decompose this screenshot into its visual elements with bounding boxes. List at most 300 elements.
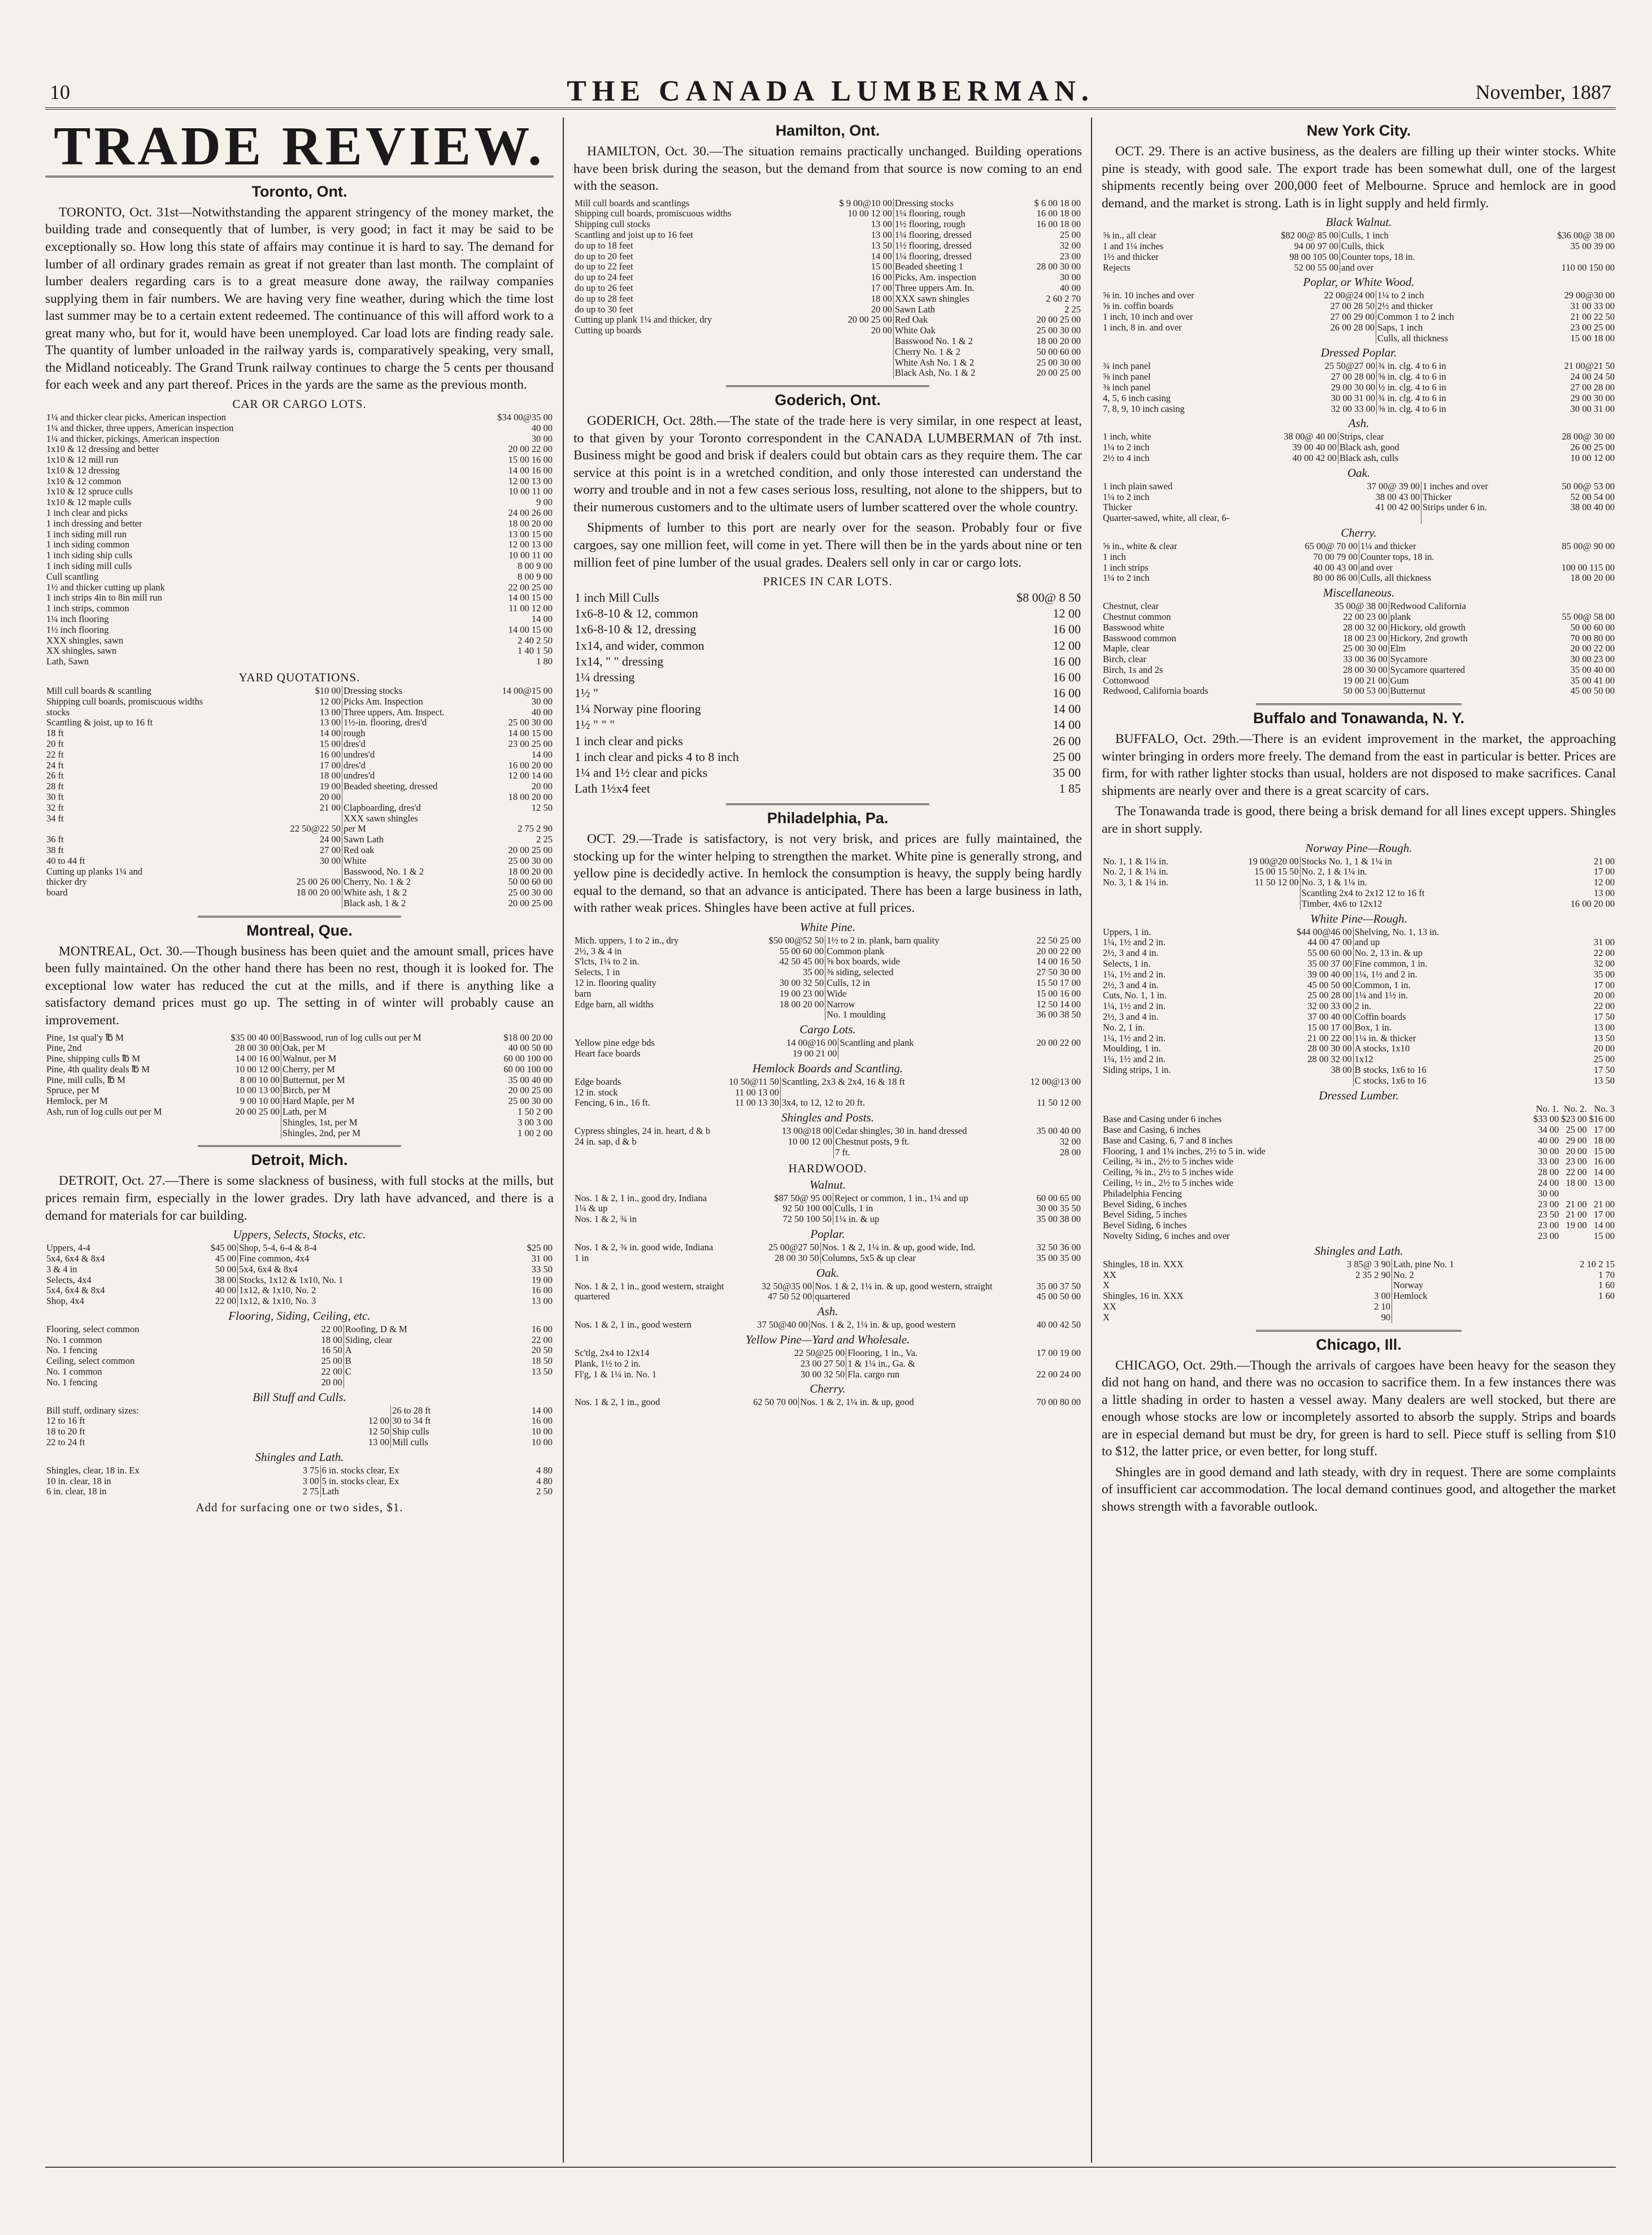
price-cell: 21 00 22 50 xyxy=(1570,311,1615,322)
item-cell: Edge barn, all widths xyxy=(575,998,654,1010)
table-row xyxy=(45,1285,554,1296)
item-cell: XX xyxy=(1103,1301,1116,1312)
price-cell: 15 00 xyxy=(1593,1145,1615,1156)
item-cell: No. 2, 1 & 1¼ in. xyxy=(1103,866,1168,877)
goderich-body-1: GODERICH, Oct. 28th.—The state of the trade here is very similar, in one respect at least, to that given by your Toronto correspondent in the CANADA LUMBERMAN of 7th inst. Business might be good and brisk if dealers could but obtain cars as they require them. The car service at this point is in a wretched condition, and only those interested can understand the worry and trouble and in not a few cases serious loss, resulting, not alone to the shippers, but to their numerous customers and to the ultimate users of lumber scattered over the whole country. xyxy=(573,414,1082,515)
item-cell: 24 ft xyxy=(46,759,64,771)
price-cell: 16 00 xyxy=(531,1415,553,1427)
price-cell: 11 00 13 30 xyxy=(735,1097,779,1108)
price-cell: 50 00 60 00 xyxy=(1570,621,1615,633)
price-cell: 3 85@ 3 90 xyxy=(1346,1258,1390,1269)
item-cell: Nos. 1 & 2, 1 in., good western xyxy=(575,1319,692,1330)
page-header xyxy=(45,68,1616,110)
item-cell: Stocks, 1x12 & 1x10, No. 1 xyxy=(238,1275,526,1286)
table-row xyxy=(1102,948,1616,959)
item-cell: 1¼, 1½ and 2 in. xyxy=(1103,1032,1166,1043)
item-cell: Cull scantling xyxy=(46,571,99,582)
price-cell: 32 00 xyxy=(1593,958,1615,969)
table-row xyxy=(45,561,554,572)
table-row xyxy=(1102,686,1616,697)
item-cell: Lath 1½x4 feet xyxy=(575,781,650,795)
price-cell: 12 00 xyxy=(319,695,341,707)
table-row xyxy=(45,888,554,898)
buffalo-sub-shingles: Shingles and Lath. xyxy=(1314,1243,1403,1258)
price-cell xyxy=(367,1406,391,1416)
table-row xyxy=(45,1085,554,1096)
item-cell: Bill stuff, ordinary sizes: xyxy=(46,1405,139,1416)
table-row xyxy=(45,1107,554,1118)
item-cell: stocks xyxy=(46,706,70,718)
montreal-table xyxy=(45,1033,554,1139)
price-cell: 22 00 xyxy=(1593,1001,1615,1012)
price-cell: 23 00 25 00 xyxy=(508,738,553,750)
item-cell: Lath, per M xyxy=(281,1107,503,1118)
phila-cherry-table xyxy=(573,1397,1082,1408)
price-cell: 12 00 xyxy=(1053,638,1081,653)
price-cell: 29 00@30 00 xyxy=(1564,290,1615,301)
toronto-yard-caption: YARD QUOTATIONS. xyxy=(238,671,360,685)
price-cell: 20 00 22 00 xyxy=(1570,643,1615,654)
price-cell: 37 50@40 00 xyxy=(757,1319,808,1330)
price-cell: 3 75 xyxy=(302,1464,319,1476)
price-cell: 14 00 16 00 xyxy=(235,1053,280,1064)
price-cell: 60 00 100 00 xyxy=(503,1063,553,1075)
item-cell: ⅜ siding, selected xyxy=(825,967,1036,978)
price-cell: $34 00@35 00 xyxy=(497,411,553,423)
table-row xyxy=(1102,888,1616,899)
item-cell: 12 in. flooring quality xyxy=(575,977,657,989)
price-cell xyxy=(1560,513,1616,524)
item-cell: Strips, clear xyxy=(1338,432,1560,442)
price-cell: 14 00@15 00 xyxy=(502,685,553,697)
price-cell xyxy=(1579,1312,1616,1323)
table-row xyxy=(573,1038,1082,1049)
table-row xyxy=(1102,623,1616,633)
item-cell: Shingles, 16 in. XXX xyxy=(1103,1290,1184,1302)
price-cell: 23 00 xyxy=(1566,1156,1587,1167)
item-cell: 1¼ and 1½ clear and picks xyxy=(575,765,708,780)
item-cell: Three uppers Am. In. xyxy=(893,283,1033,294)
item-cell: 1x12 xyxy=(1353,1054,1593,1065)
item-cell: Red Oak xyxy=(893,315,1033,325)
table-row xyxy=(1102,665,1616,676)
buffalo-sub-norway: Norway Pine—Rough. xyxy=(1305,841,1412,855)
table-row xyxy=(1102,1167,1616,1178)
item-cell: Selects, 1 in xyxy=(575,967,620,978)
table-row xyxy=(573,1214,1082,1225)
phila-cargo-table xyxy=(573,1038,1082,1059)
price-cell xyxy=(838,336,893,347)
item-cell: 1x14, and wider, common xyxy=(575,638,705,653)
price-cell xyxy=(1579,1302,1616,1312)
table-row xyxy=(45,1118,554,1128)
price-cell: 38 00@ 40 00 xyxy=(1284,431,1337,442)
price-cell: 30 00 31 00 xyxy=(1331,392,1376,403)
price-cell: 17 00 xyxy=(1593,1209,1615,1220)
item-cell: 2½, 3 and 4 in. xyxy=(1103,1011,1159,1022)
price-cell xyxy=(1036,1049,1082,1059)
price-cell: 15 50 17 00 xyxy=(1036,977,1081,989)
philadelphia-body: OCT. 29.—Trade is satisfactory, is not very brisk, and prices are fully maintained, the stocking up for the winter helping to strengthen the market. White pine is generally strong, and yellow pine is decidedly active. In hemlock the consumption is heavy, the supply being hardly equal to the demand, so that an advance is anticipated. There has been a large business in lath, with rather weak prices. Shingles have been active at full prices. xyxy=(573,832,1082,916)
table-row xyxy=(573,368,1082,379)
price-cell: 27 00 29 00 xyxy=(1330,311,1375,322)
item-cell: Shingles, 18 in. XXX xyxy=(1103,1258,1184,1269)
section-title: TRADE REVIEW. xyxy=(45,118,554,177)
table-row xyxy=(573,638,1082,654)
price-cell: 18 00 20 00 xyxy=(779,998,824,1010)
price-cell: 25 00 xyxy=(1053,749,1081,764)
price-cell: 35 00 40 00 xyxy=(1570,664,1615,675)
item-cell: No. 1 common xyxy=(46,1334,102,1345)
price-cell: 45 00 xyxy=(215,1253,237,1264)
price-cell: 21 00@21 50 xyxy=(1564,360,1615,372)
price-cell: 2 35 2 90 xyxy=(1355,1269,1390,1280)
table-row xyxy=(573,1320,1082,1330)
price-cell: 22 00 xyxy=(531,1334,553,1345)
price-cell: 30 00 32 50 xyxy=(800,1368,845,1380)
table-row xyxy=(45,686,554,697)
chicago-heading: Chicago, Ill. xyxy=(1316,1336,1402,1353)
price-cell: 45 00 50 00 xyxy=(1036,1291,1081,1302)
item-cell: Shipping cull stocks xyxy=(575,219,650,230)
item-cell: Ash, run of log culls out per M xyxy=(46,1106,162,1118)
table-row xyxy=(1102,492,1616,503)
item-cell: Pine, shipping culls ℔ M xyxy=(46,1053,141,1064)
item-cell: Three uppers, Am. Inspect. xyxy=(342,707,501,718)
detroit-bill-table xyxy=(45,1406,554,1448)
item-cell: 1¼ to 2 inch xyxy=(1103,442,1150,453)
table-row xyxy=(45,1264,554,1275)
item-cell: 1 & 1¼ in., Ga. & xyxy=(846,1359,1036,1369)
item-cell: Ceiling, ¾ in., 2½ to 5 inches wide xyxy=(1103,1156,1233,1167)
price-cell: 16 00 xyxy=(1053,622,1081,637)
price-cell: 16 00 xyxy=(531,1323,553,1334)
table-row xyxy=(1102,1001,1616,1012)
item-cell: 1 inch clear and picks xyxy=(575,733,683,748)
table-row xyxy=(1102,927,1616,938)
item-cell: Base and Casing under 6 inches xyxy=(1103,1114,1222,1125)
price-cell: 13 50 xyxy=(531,1366,553,1377)
price-cell xyxy=(1247,899,1300,910)
table-row xyxy=(573,315,1082,325)
item-cell: Shingles, 2nd, per M xyxy=(281,1128,503,1139)
table-row xyxy=(1102,1270,1616,1281)
detroit-flooring-table xyxy=(45,1324,554,1388)
price-cell xyxy=(838,347,893,358)
price-cell: 14 00 xyxy=(531,749,553,760)
table-row xyxy=(45,1296,554,1307)
price-cell: $10 00 xyxy=(315,685,341,697)
price-cell: 35 00 xyxy=(1593,968,1615,980)
table-row xyxy=(573,305,1082,315)
masthead: THE CANADA LUMBERMAN. xyxy=(567,75,1094,107)
item-cell: Oak, per M xyxy=(281,1043,503,1054)
item-cell: Fine common, 1 in. xyxy=(1353,959,1593,969)
price-cell: 25 00@27 50 xyxy=(768,1242,819,1253)
price-cell: $ 6 00 18 00 xyxy=(1034,197,1081,208)
price-cell: 8 00 9 00 xyxy=(518,571,553,582)
item-cell: 1¼ in. & up xyxy=(833,1214,1035,1225)
detroit-heading: Detroit, Mich. xyxy=(251,1151,348,1169)
price-cell: 10 00 13 00 xyxy=(235,1085,280,1096)
table-row xyxy=(1102,643,1616,654)
table-row xyxy=(45,519,554,529)
price-cell: 32 00 33 00 xyxy=(1307,1001,1352,1012)
price-cell: 8 00 9 00 xyxy=(518,560,553,572)
table-row xyxy=(1102,382,1616,393)
table-row xyxy=(45,540,554,550)
price-cell xyxy=(1366,513,1421,524)
table-row xyxy=(45,550,554,561)
price-cell: 94 00 97 00 xyxy=(1294,240,1338,251)
item-cell: S'lcts, 1¼ to 2 in. xyxy=(575,956,640,967)
table-row xyxy=(1102,1156,1616,1167)
table-row xyxy=(1102,563,1616,573)
price-cell: 25 00 30 00 xyxy=(1343,643,1388,654)
hamilton-body: HAMILTON, Oct. 30.—The situation remains practically unchanged. Building operations have been brisk during the season, but the demand from that source is now coming to an end with the season. xyxy=(573,144,1082,194)
price-cell: 45 00 50 00 xyxy=(1307,979,1352,990)
table-row xyxy=(573,325,1082,336)
table-row xyxy=(573,219,1082,230)
item-cell: 1¼, 1½ and 2 in. xyxy=(1103,968,1166,980)
divider xyxy=(726,803,929,805)
phila-white-pine-table xyxy=(573,936,1082,1020)
item-cell: ¾ in. clg. 4 to 6 in xyxy=(1377,393,1563,404)
price-cell: 13 00 xyxy=(531,1295,553,1307)
item-cell xyxy=(1102,333,1323,344)
item-cell: 1¼ and thicker, three uppers, American inspection xyxy=(46,422,234,433)
price-cell: 35 00 35 00 xyxy=(1036,1252,1081,1263)
item-cell: No. 1 fencing xyxy=(46,1376,98,1388)
price-cell: 40 00 42 50 xyxy=(1036,1319,1081,1330)
price-cell: 40 00 xyxy=(215,1285,237,1296)
item-cell: Shop, 4x4 xyxy=(46,1295,84,1307)
price-cell xyxy=(1247,888,1300,899)
item-cell: 1½-in. flooring, dres'd xyxy=(342,718,501,728)
detroit-shingles-table xyxy=(45,1466,554,1497)
price-cell: 50 00 xyxy=(215,1263,237,1275)
page-number: 10 xyxy=(50,81,70,103)
price-cell: 11 50 12 00 xyxy=(1254,877,1299,888)
item-cell: Uppers, 4-4 xyxy=(46,1242,90,1254)
column-rule xyxy=(563,118,564,2163)
divider xyxy=(198,1145,401,1147)
price-cell: 45 00 50 00 xyxy=(1570,685,1615,697)
item-cell: Flooring, 1 and 1¼ inches, 2½ to 5 in. wide xyxy=(1103,1145,1266,1156)
item-cell: Ceiling, ⅝ in., 2½ to 5 inches wide xyxy=(1103,1167,1233,1178)
price-cell: 10 00 12 00 xyxy=(788,1136,833,1147)
price-cell: 30 00 35 50 xyxy=(1036,1203,1081,1214)
price-cell: 13 50 xyxy=(1593,1075,1615,1086)
item-cell: A stocks, 1x10 xyxy=(1353,1043,1593,1054)
price-cell: 27 00 28 00 xyxy=(1570,381,1615,393)
item-cell: do up to 20 feet xyxy=(575,250,633,262)
item-cell: Uppers, 1 in. xyxy=(1103,926,1151,937)
price-cell: 25 50@27 00 xyxy=(1324,360,1376,372)
price-cell xyxy=(289,898,342,909)
price-cell: 29 00 30 00 xyxy=(1570,392,1615,403)
item-cell: 1¼ to 2 inch xyxy=(1103,491,1150,502)
price-cell: 28 00 xyxy=(1059,1146,1081,1158)
item-cell: 1 inch xyxy=(1103,551,1126,562)
phila-sub-shingles: Shingles and Posts. xyxy=(781,1111,874,1125)
price-cell: 2 60 2 70 xyxy=(1046,293,1081,304)
price-cell: 22 50@25 00 xyxy=(794,1347,845,1358)
price-cell: $35 00 40 00 xyxy=(231,1032,280,1043)
price-cell: $82 00@ 85 00 xyxy=(1281,230,1338,241)
item-cell: 1 and 1¼ inches xyxy=(1103,240,1164,251)
table-row xyxy=(573,685,1082,701)
item-cell: Sc'tlg, 2x4 to 12x14 xyxy=(575,1347,650,1358)
item-cell: Picks, Am. inspection xyxy=(893,272,1033,283)
item-cell: Mill cull boards and scantlings xyxy=(575,197,690,208)
item-cell: plank xyxy=(1389,612,1560,623)
price-cell: 70 00 79 00 xyxy=(1313,551,1358,562)
price-cell: 13 00 xyxy=(319,706,341,718)
price-cell: $33 00 xyxy=(1533,1114,1559,1125)
price-cell: 22 00 23 00 xyxy=(1343,611,1388,622)
price-cell: 21 00 22 00 xyxy=(1307,1032,1352,1043)
price-cell: 40 00 42 00 xyxy=(1292,452,1337,463)
price-cell: 13 00 xyxy=(1593,1177,1615,1189)
price-cell: 30 00 32 50 xyxy=(779,977,824,989)
phila-sub-walnut: Walnut. xyxy=(810,1177,846,1192)
price-cell: 19 00 xyxy=(531,1274,553,1285)
price-cell: 13 00 xyxy=(319,717,341,728)
table-row xyxy=(1102,453,1616,464)
item-cell: No. 2 xyxy=(1392,1270,1579,1281)
price-cell: 35 00 39 00 xyxy=(1570,240,1615,251)
price-cell: 13 00@18 00 xyxy=(781,1125,833,1137)
item-cell: 22 to 24 ft xyxy=(46,1437,85,1448)
table-row xyxy=(45,508,554,519)
price-cell: 21 00 xyxy=(1566,1198,1587,1210)
item-cell: Dressing stocks xyxy=(342,686,501,697)
price-cell: 13 00 xyxy=(1593,1021,1615,1033)
table-row xyxy=(573,198,1082,209)
price-cell: 50 00 60 00 xyxy=(1036,346,1081,357)
price-cell: 39 00 40 00 xyxy=(1292,442,1337,453)
price-cell: 12 50 xyxy=(368,1426,390,1437)
column-1 xyxy=(45,118,554,2163)
price-cell: 35 00 40 00 xyxy=(1036,1125,1081,1137)
item-cell xyxy=(342,792,501,803)
price-cell: 50 00 60 00 xyxy=(508,876,553,888)
phila-hemlock-table xyxy=(573,1077,1082,1108)
table-row xyxy=(1102,393,1616,404)
item-cell: 2½ to 4 inch xyxy=(1103,452,1150,463)
price-cell: 23 00 xyxy=(1538,1220,1559,1231)
price-cell: 65 00@ 70 00 xyxy=(1305,540,1358,551)
price-cell: 25 00 26 00 xyxy=(296,876,341,888)
price-cell: 60 00 100 00 xyxy=(503,1053,553,1064)
item-cell xyxy=(573,336,838,347)
table-row xyxy=(573,1253,1082,1264)
price-cell xyxy=(1029,1088,1082,1098)
item-cell: ⅝ in., all clear xyxy=(1103,230,1157,241)
table-row xyxy=(573,1292,1082,1302)
ny-poplar-table xyxy=(1102,290,1616,343)
item-cell: Ceiling, select common xyxy=(46,1355,135,1367)
ny-ash-table xyxy=(1102,432,1616,463)
column-2 xyxy=(573,118,1082,2163)
item-cell: XXX shingles, sawn xyxy=(46,634,124,646)
item-cell: B xyxy=(344,1356,531,1367)
item-cell: barn xyxy=(575,988,592,999)
item-cell: Chestnut common xyxy=(1103,611,1171,622)
price-cell: 16 00 xyxy=(1593,1156,1615,1167)
price-cell: 20 00 25 00 xyxy=(235,1106,280,1118)
table-row xyxy=(45,1275,554,1286)
item-cell: XXX sawn shingles xyxy=(893,294,1033,305)
item-cell: 1½ and thicker cutting up plank xyxy=(46,581,165,593)
item-cell: No. 3, 1 & 1¼ in. xyxy=(1103,877,1168,888)
item-cell: Birch, 1s and 2s xyxy=(1103,664,1163,675)
item-cell: Scantling 2x4 to 2x12 12 to 16 ft xyxy=(1300,888,1569,899)
price-cell: 12 00 xyxy=(1593,877,1615,888)
table-row xyxy=(1102,404,1616,415)
price-cell: 21 00 xyxy=(1593,855,1615,867)
item-cell: Nos. 1 & 2, 1¼ in. & up, good western, straight xyxy=(814,1281,1036,1292)
item-cell: 5x4, 6x4 & 8x4 xyxy=(46,1253,105,1264)
table-row xyxy=(1102,231,1616,241)
item-cell: ⅝ in. clg. 4 to 6 in xyxy=(1377,404,1563,415)
price-cell: 14 00 xyxy=(531,614,553,625)
item-cell: Quarter-sawed, white, all clear, 6- xyxy=(1103,512,1229,524)
price-cell: 16 00 xyxy=(531,1285,553,1296)
item-cell: 36 ft xyxy=(46,834,64,845)
table-row xyxy=(1102,263,1616,273)
item-cell: 1 inch siding ship culls xyxy=(46,550,133,561)
table-row xyxy=(45,1335,554,1346)
price-cell: 1 60 xyxy=(1598,1280,1615,1291)
item-cell: ½ in. clg. 4 to 6 in xyxy=(1377,382,1563,393)
table-row xyxy=(573,956,1082,967)
table-row xyxy=(573,1010,1082,1020)
price-cell: $87 50@ 95 00 xyxy=(774,1192,832,1203)
item-cell: Mich. uppers, 1 to 2 in., dry xyxy=(575,934,679,946)
table-header-cell: No. 2. xyxy=(1563,1103,1587,1114)
item-cell: 5 in. stocks clear, Ex xyxy=(320,1476,535,1487)
table-row xyxy=(45,1476,554,1487)
table-row xyxy=(45,771,554,781)
table-row xyxy=(1102,241,1616,252)
price-cell: 22 00 xyxy=(215,1295,237,1307)
item-cell: 18 ft xyxy=(46,728,64,739)
table-row xyxy=(45,803,554,814)
item-cell: Cottonwood xyxy=(1103,675,1149,686)
price-cell: 16 00 xyxy=(871,272,892,283)
item-cell: Pine, 1st qual'y ℔ M xyxy=(46,1032,124,1043)
price-cell: 10 00 12 00 xyxy=(235,1063,280,1075)
price-cell xyxy=(289,867,342,877)
table-row xyxy=(1102,856,1616,867)
table-row xyxy=(1102,969,1616,980)
item-cell: do up to 24 feet xyxy=(575,272,633,283)
chicago-body-1: CHICAGO, Oct. 29th.—Though the arrivals of cargoes have been heavy for the season they did not hang on hand, and there was no occasion to sacrifice them. In a few instances there was a little shading in order to hasten a vessel away. Many dealers are well stocked, but there are enough whose stocks are low or incompletely assorted to absorb the supply. Strips and boards are in especial demand but must be dry, for green is hard to sell. Piece stuff is selling from $10 to $12, the latter price, or even better, for long stuff. xyxy=(1102,1358,1616,1459)
table-header-cell: No. 1. xyxy=(1536,1103,1559,1114)
item-cell: 1 inch, white xyxy=(1103,431,1151,442)
table-row xyxy=(45,656,554,667)
item-cell: Heart face boards xyxy=(575,1048,641,1059)
price-cell: 17 00 19 00 xyxy=(1036,1347,1081,1358)
price-cell: 32 00 xyxy=(1059,1136,1081,1147)
table-row xyxy=(573,669,1082,685)
item-cell: Fl'g, 1 & 1¼ in. No. 1 xyxy=(575,1368,657,1380)
table-row xyxy=(573,1098,1082,1108)
price-cell: 90 xyxy=(1381,1311,1390,1323)
table-row xyxy=(45,1367,554,1377)
